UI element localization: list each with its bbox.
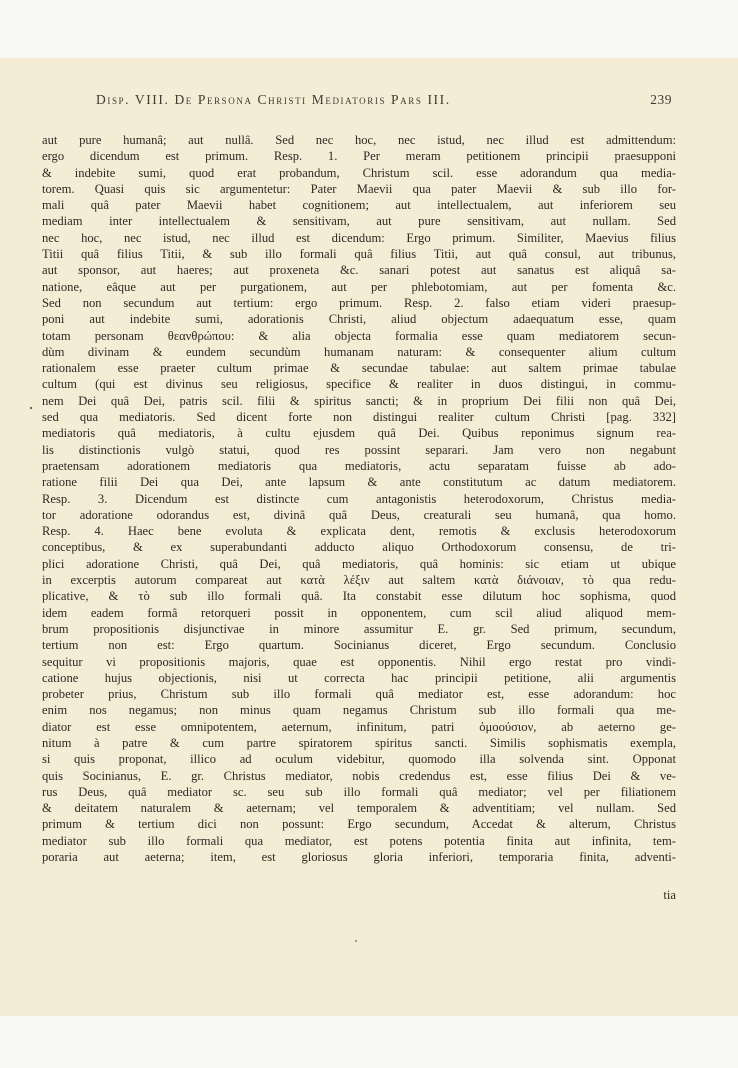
text-line: aut pure humanâ; aut nullâ. Sed nec hoc, nec istud, nec illud est admittendum: [42, 133, 676, 147]
text-line: quis Socinianus, E. gr. Christus mediator, nobis credendus est, esse filius Dei & ve- [42, 768, 676, 783]
text-line: conceptibus, & ex superabundanti adducto aliquo Orthodoxorum consensu, de tri- [42, 540, 676, 555]
text-line: plici adoratione Christi, quâ Dei, quâ mediatoris, quâ hominis: sic etiam ut ubique [42, 556, 676, 571]
text-line: sequitur vi propositionis majoris, quae est opponentis. Nihil ergo restat pro vindi- [42, 654, 676, 669]
text-line: tertium non est: Ergo quartum. Socinianus diceret, Ergo secundum. Conclusio [42, 638, 676, 653]
text-line: enim nos negamus; non minus quam negamus Christum sub illo formali qua me- [42, 703, 676, 718]
text-line: nitum à patre & cum partre spiratorem spiritus sancti. Similis sophismatis exempla, [42, 735, 676, 750]
text-line: brum propositionis disjunctivae in minore assumitur E. gr. Sed primum, secundum, [42, 621, 676, 636]
text-line: diator est esse omnipotentem, aeternum, infinitum, patri ὁμοούσιον, ab aeterno ge- [42, 719, 676, 734]
text-line: rationalem esse praeter cultum primae & secundae tabulae: aut saltem primae tabulae [42, 361, 676, 376]
text-line: Sed non secundum aut tertium: ergo primum. Resp. 2. falso etiam videri praesup- [42, 295, 676, 310]
text-line: torem. Quasi quis sic argumentetur: Pater Maevii qua pater Maevii & sub illo for- [42, 181, 676, 196]
text-line: in excerptis autorum compareat aut κατὰ λέξιν aut saltem κατὰ διάνοιαν, τὸ qua redu- [42, 573, 676, 588]
text-line: cultum (qui est divinus seu religiosus, specifice & realiter in duos distingui, in commu- [42, 377, 676, 392]
text-line: mediam inter intellectualem & sensitivam, aut pure sensitivam, aut nullam. Sed [42, 214, 676, 229]
text-line: Resp. 3. Dicendum est distincte cum antagonistis heterodoxorum, Christus media- [42, 491, 676, 506]
text-line: nem Dei quâ Dei, patris scil. filii & spiritus sancti; & in proprium Dei filii non quâ Dei, [42, 393, 676, 408]
text-line: idem eadem formâ retorqueri possit in opponentem, cum scil aliud aliquod mem- [42, 605, 676, 620]
text-line: dùm divinam & eundem secundùm humanam naturam: & consequenter alium cultum [42, 344, 676, 359]
text-line: primum & tertium dici non possunt: Ergo secundum, Accedat & alterum, Christus [42, 817, 676, 832]
text-line: totam personam θεανθρώπου: & alia objecta formalia esse quam mediatorem secun- [42, 328, 676, 343]
text-line: nec hoc, nec istud, nec illud est dicendum: Ergo primum. Similiter, Maevius filius [42, 230, 676, 245]
catchword: tia [663, 888, 676, 902]
text-line: probeter prius, Christum sub illo formali quâ mediator est, esse adorandum: hoc [42, 687, 676, 702]
text-line: sed qua mediatoris. Sed dicent forte non distingui realiter cultum Christi [pag. 332] [42, 410, 676, 425]
margin-mark [30, 407, 32, 409]
text-line: poraria aut aeterna; item, est gloriosus gloria inferiori, temporaria finita, adventi- [42, 850, 676, 865]
text-line: lis distinctionis vulgò statui, quod res possint separari. Jam vero non negabunt [42, 442, 676, 457]
text-line: rus Deus, quâ mediator sc. seu sub illo formali quâ mediator; vel per filiationem [42, 784, 676, 799]
text-line: praetensam adorationem mediatoris qua mediatoris, actu separatam fuisse ab ado- [42, 458, 676, 473]
text-line: Resp. 4. Haec bene evoluta & explicata dent, remotis & exclusis heterodoxorum [42, 524, 676, 539]
text-line: & deitatem naturalem & aeternam; vel temporalem & adventitiam; vel nullam. Sed [42, 801, 676, 816]
text-line: & indebite sumi, quod erat probandum, Christum scil. esse adorandum qua media- [42, 165, 676, 180]
text-line: Titii quâ filius Titii, & sub illo formali quâ filius Titii, aut quâ consul, aut tribunus, [42, 247, 676, 262]
text-line: ergo dicendum est primum. Resp. 1. Per meram petitionem principii praesupponi [42, 149, 676, 164]
text-line: mali quâ pater Maevii habet cognitionem; aut intellectualem, aut inferiorem seu [42, 198, 676, 213]
page-number: 239 [650, 92, 672, 107]
body-text [42, 132, 676, 865]
text-line: si quis proponat, illico ad oculum videbitur, quomodo illa solvenda sint. Opponat [42, 752, 676, 767]
text-line: aut sponsor, aut haeres; aut proxeneta &c. sanari potest aut sanatus est aliquâ sa- [42, 263, 676, 278]
text-line: tor adoratione odorandus est, divinâ quâ Deus, creaturali seu humanâ, qua homo. [42, 507, 676, 522]
text-line: plicative, & τὸ sub illo formali quâ. Ita constabit esse dilutum hoc sophisma, quod [42, 589, 676, 604]
text-line: catione hujus objectionis, nisi ut correcta hac principii petitione, alii argumentis [42, 670, 676, 685]
running-title: Disp. VIII. De Persona Christi Mediatoris Pars III. [96, 92, 451, 107]
text-line: mediatoris quâ mediatoris, à cultu ejusdem quâ Dei. Quibus reponimus signum rea- [42, 426, 676, 441]
text-line: natione, eâque aut per purgationem, aut per phlebotomiam, aut per fomenta &c. [42, 279, 676, 294]
text-line: poni aut indebite sumi, adorationis Christi, aliud objectum adaequatum esse, quam [42, 312, 676, 327]
text-line: ratione filii Dei qua Dei, ante lapsum & ante constitutum ac datum mediatorem. [42, 475, 676, 490]
text-line: mediator sub illo formali qua mediator, est potens potentia finita aut infinita, tem- [42, 833, 676, 848]
page-speck [355, 940, 357, 942]
book-page [0, 58, 738, 1016]
